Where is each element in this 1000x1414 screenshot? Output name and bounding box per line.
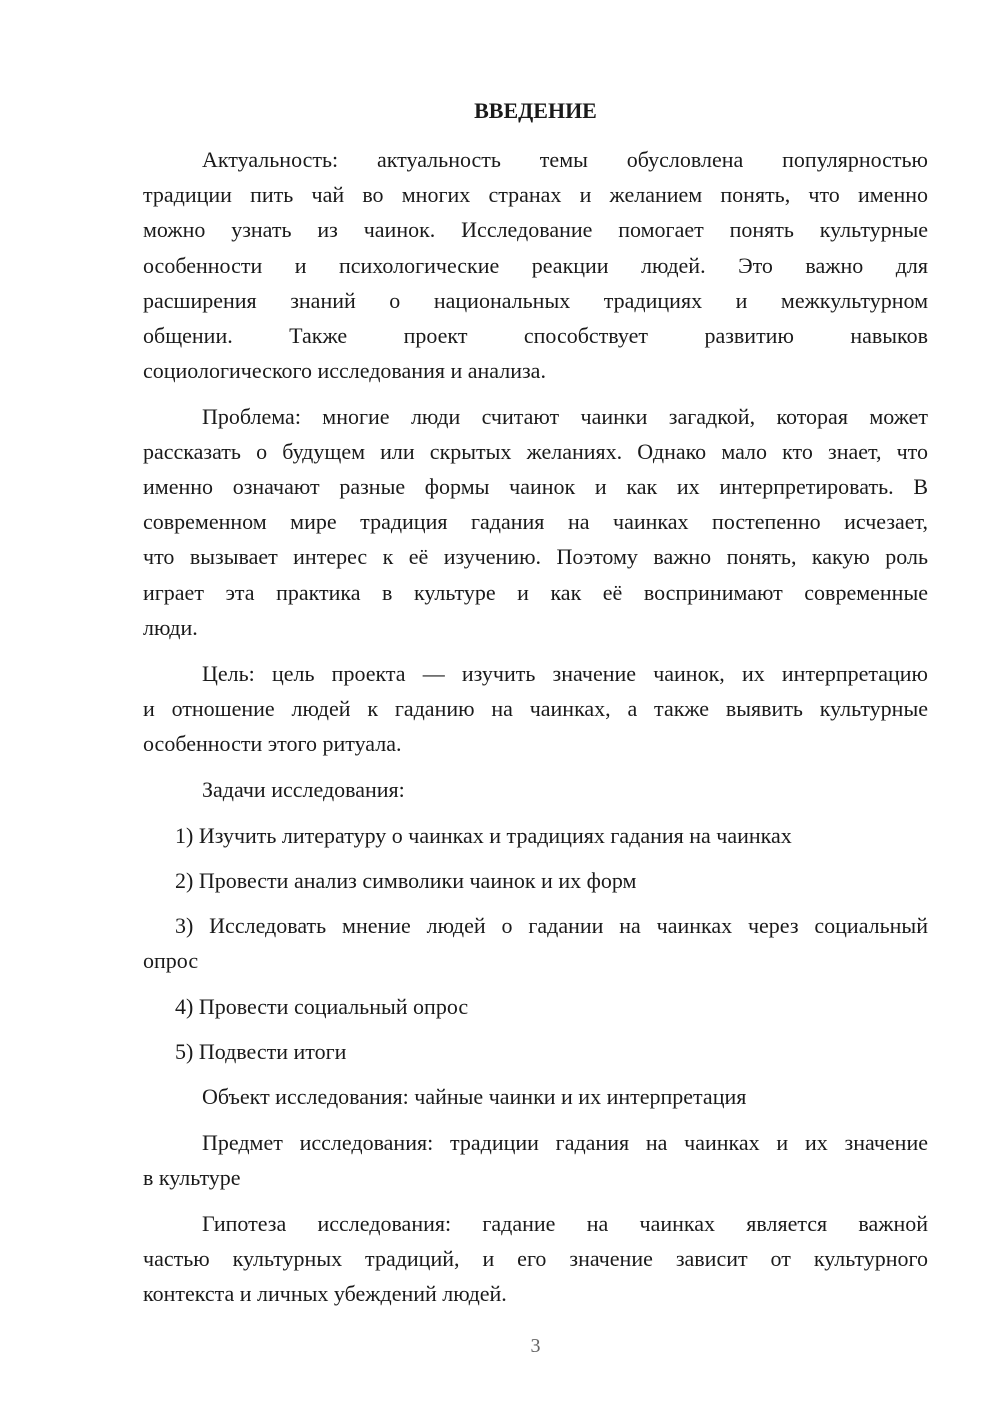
list-item: 5) Подвести итоги: [175, 1039, 347, 1064]
list-item: 4) Провести социальный опрос: [175, 994, 469, 1019]
list-item: 2) Провести анализ символики чаинок и их форм: [175, 868, 637, 893]
text-line: контекста и личных убеждений людей.: [143, 1281, 507, 1306]
list-item: опрос: [143, 948, 199, 973]
text-line: Гипотеза исследования: гадание на чаинках является важной: [202, 1211, 928, 1236]
text-line: особенности и психологические реакции людей. Это важно для: [143, 253, 928, 278]
list-item: 1) Изучить литературу о чаинках и традициях гадания на чаинках: [175, 823, 792, 848]
text-line: играет эта практика в культуре и как её воспринимают современные: [143, 580, 928, 605]
text-line: Задачи исследования:: [202, 777, 405, 802]
text-line: социологического исследования и анализа.: [143, 358, 546, 383]
section-heading: ВВЕДЕНИЕ: [474, 98, 597, 123]
text-line: и отношение людей к гаданию на чаинках, а также выявить культурные: [143, 696, 928, 721]
text-line: Объект исследования: чайные чаинки и их интерпретация: [202, 1084, 747, 1109]
text-line: рассказать о будущем или скрытых желаниях. Однако мало кто знает, что: [143, 439, 928, 464]
text-line: особенности этого ритуала.: [143, 731, 402, 756]
text-line: частью культурных традиций, и его значение зависит от культурного: [143, 1246, 928, 1271]
text-line: расширения знаний о национальных традициях и межкультурном: [143, 288, 928, 313]
text-line: Предмет исследования: традиции гадания на чаинках и их значение: [202, 1130, 928, 1155]
text-line: современном мире традиция гадания на чаинках постепенно исчезает,: [143, 509, 928, 534]
list-item: 3) Исследовать мнение людей о гадании на чаинках через социальный: [175, 913, 928, 938]
page-number: 3: [530, 1335, 541, 1357]
text-line: что вызывает интерес к её изучению. Поэтому важно понять, какую роль: [143, 544, 928, 569]
text-line: Проблема: многие люди считают чаинки загадкой, которая может: [202, 404, 928, 429]
text-line: люди.: [143, 615, 198, 640]
text-line: можно узнать из чаинок. Исследование помогает понять культурные: [143, 217, 928, 242]
text-line: Актуальность: актуальность темы обусловлена популярностью: [202, 147, 928, 172]
text-line: в культуре: [143, 1165, 241, 1190]
text-line: Цель: цель проекта — изучить значение чаинок, их интерпретацию: [202, 661, 928, 686]
text-line: общении. Также проект способствует развитию навыков: [143, 323, 928, 348]
text-line: именно означают разные формы чаинок и как их интерпретировать. В: [143, 474, 928, 499]
text-line: традиции пить чай во многих странах и желанием понять, что именно: [143, 182, 928, 207]
